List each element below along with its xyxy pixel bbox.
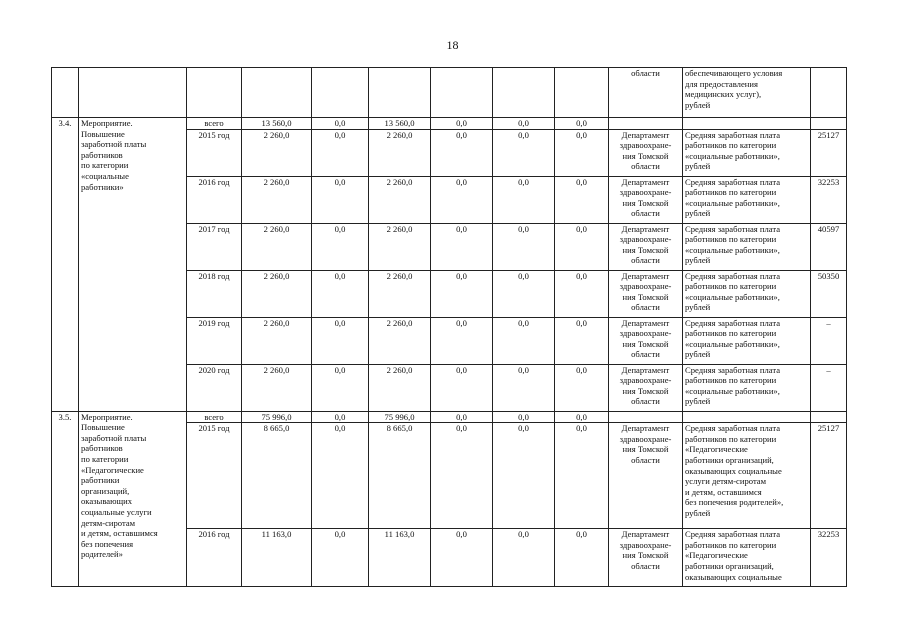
amount-cell: 0,0 xyxy=(312,364,369,411)
table-row-total xyxy=(52,411,847,423)
amount-cell: 2 260,0 xyxy=(369,317,431,364)
period-cell: 2017 год xyxy=(187,223,242,270)
amount-cell: 8 665,0 xyxy=(369,423,431,529)
item-number-cell: 3.5. xyxy=(52,411,79,587)
amount-cell: 0,0 xyxy=(493,317,555,364)
item-name-cell: Мероприятие. Повышение заработной платы работников по категории «социальные работники» xyxy=(79,118,187,412)
data-table xyxy=(51,67,847,587)
amount-cell: 0,0 xyxy=(555,317,609,364)
amount-cell: 0,0 xyxy=(555,411,609,423)
amount-cell: 0,0 xyxy=(555,176,609,223)
amount-cell: 0,0 xyxy=(555,270,609,317)
amount-cell: 8 665,0 xyxy=(242,423,312,529)
amount-cell: 0,0 xyxy=(493,411,555,423)
amount-cell: 75 996,0 xyxy=(369,411,431,423)
value-cell: 50350 xyxy=(811,270,847,317)
amount-cell: 0,0 xyxy=(312,423,369,529)
amount-cell: 0,0 xyxy=(555,529,609,587)
executor-cell xyxy=(609,411,683,423)
executor-cell: Департамент здравоохране- ния Томской области xyxy=(609,223,683,270)
amount-cell: 0,0 xyxy=(431,411,493,423)
period-cell: всего xyxy=(187,118,242,130)
amount-cell: 2 260,0 xyxy=(369,270,431,317)
amount-cell: 13 560,0 xyxy=(369,118,431,130)
amount-cell: 0,0 xyxy=(493,223,555,270)
amount-cell: 0,0 xyxy=(312,129,369,176)
executor-cell: Департамент здравоохране- ния Томской области xyxy=(609,364,683,411)
amount-cell: 0,0 xyxy=(555,223,609,270)
amount-cell: 2 260,0 xyxy=(242,176,312,223)
amount-cell: 0,0 xyxy=(431,118,493,130)
amount-cell: 11 163,0 xyxy=(369,529,431,587)
amount-cell: 0,0 xyxy=(493,129,555,176)
indicator-cell xyxy=(683,118,811,130)
period-cell: 2015 год xyxy=(187,129,242,176)
table-row-continuation xyxy=(52,68,847,118)
period-cell: 2018 год xyxy=(187,270,242,317)
indicator-cell xyxy=(683,411,811,423)
amount-cell: 0,0 xyxy=(555,423,609,529)
item-number-cell: 3.4. xyxy=(52,118,79,412)
indicator-cell: Средняя заработная плата работников по категории «Педагогические работники организаций, оказывающих социальные xyxy=(683,529,811,587)
executor-cell: Департамент здравоохране- ния Томской области xyxy=(609,129,683,176)
period-cell: 2020 год xyxy=(187,364,242,411)
amount-cell: 0,0 xyxy=(312,270,369,317)
period-cell: 2019 год xyxy=(187,317,242,364)
amount-cell: 0,0 xyxy=(431,270,493,317)
table-row-total xyxy=(52,118,847,130)
executor-cell: Департамент здравоохране- ния Томской области xyxy=(609,529,683,587)
amount-cell: 2 260,0 xyxy=(369,176,431,223)
amount-cell: 75 996,0 xyxy=(242,411,312,423)
amount-cell: 2 260,0 xyxy=(242,129,312,176)
amount-cell: 0,0 xyxy=(312,529,369,587)
amount-cell: 0,0 xyxy=(431,423,493,529)
value-cell: 40597 xyxy=(811,223,847,270)
amount-cell: 0,0 xyxy=(493,423,555,529)
value-cell: – xyxy=(811,317,847,364)
indicator-cell: Средняя заработная плата работников по категории «социальные работники», рублей xyxy=(683,129,811,176)
indicator-cell: Средняя заработная плата работников по категории «Педагогические работники организаций, оказывающих социальные услуги детям-сиротам и детям, оставшимся без попечения родителей», рублей xyxy=(683,423,811,529)
page-number: 18 xyxy=(446,38,459,52)
amount-cell: 0,0 xyxy=(431,129,493,176)
amount-cell: 0,0 xyxy=(312,317,369,364)
amount-cell: 0,0 xyxy=(555,364,609,411)
period-cell: всего xyxy=(187,411,242,423)
amount-cell: 2 260,0 xyxy=(242,317,312,364)
executor-cell: Департамент здравоохране- ния Томской области xyxy=(609,423,683,529)
executor-cell xyxy=(609,118,683,130)
amount-cell: 0,0 xyxy=(493,176,555,223)
amount-cell: 2 260,0 xyxy=(242,364,312,411)
amount-cell: 0,0 xyxy=(312,118,369,130)
amount-cell: 0,0 xyxy=(431,364,493,411)
amount-cell: 0,0 xyxy=(431,176,493,223)
amount-cell: 0,0 xyxy=(431,223,493,270)
amount-cell: 13 560,0 xyxy=(242,118,312,130)
executor-cell: Департамент здравоохране- ния Томской области xyxy=(609,317,683,364)
amount-cell: 2 260,0 xyxy=(242,270,312,317)
value-cell: 25127 xyxy=(811,129,847,176)
value-cell xyxy=(811,118,847,130)
indicator-cell: Средняя заработная плата работников по категории «социальные работники», рублей xyxy=(683,270,811,317)
amount-cell: 2 260,0 xyxy=(369,223,431,270)
period-cell: 2015 год xyxy=(187,423,242,529)
amount-cell: 0,0 xyxy=(312,223,369,270)
executor-cell: Департамент здравоохране- ния Томской области xyxy=(609,270,683,317)
amount-cell: 0,0 xyxy=(493,270,555,317)
amount-cell: 0,0 xyxy=(312,411,369,423)
executor-cell: Департамент здравоохране- ния Томской области xyxy=(609,176,683,223)
value-cell: 25127 xyxy=(811,423,847,529)
value-cell: 32253 xyxy=(811,529,847,587)
amount-cell: 0,0 xyxy=(431,529,493,587)
amount-cell: 0,0 xyxy=(555,129,609,176)
value-cell xyxy=(811,411,847,423)
amount-cell: 0,0 xyxy=(431,317,493,364)
period-cell: 2016 год xyxy=(187,529,242,587)
value-cell: – xyxy=(811,364,847,411)
indicator-cell: Средняя заработная плата работников по категории «социальные работники», рублей xyxy=(683,176,811,223)
value-cell: 32253 xyxy=(811,176,847,223)
amount-cell: 0,0 xyxy=(555,118,609,130)
amount-cell: 0,0 xyxy=(493,118,555,130)
indicator-cell: Средняя заработная плата работников по категории «социальные работники», рублей xyxy=(683,317,811,364)
amount-cell: 2 260,0 xyxy=(369,129,431,176)
period-cell: 2016 год xyxy=(187,176,242,223)
amount-cell: 0,0 xyxy=(493,529,555,587)
indicator-cell: Средняя заработная плата работников по категории «социальные работники», рублей xyxy=(683,364,811,411)
amount-cell: 0,0 xyxy=(312,176,369,223)
amount-cell: 2 260,0 xyxy=(242,223,312,270)
amount-cell: 11 163,0 xyxy=(242,529,312,587)
amount-cell: 2 260,0 xyxy=(369,364,431,411)
indicator-cell: обеспечивающего условия для предоставления медицинских услуг), рублей xyxy=(683,68,811,118)
indicator-cell: Средняя заработная плата работников по категории «социальные работники», рублей xyxy=(683,223,811,270)
item-name-cell: Мероприятие. Повышение заработной платы работников по категории «Педагогические работники организаций, оказывающих социальные услуги детям-сиротам и детям, оставшимся без попечения родителей» xyxy=(79,411,187,587)
amount-cell: 0,0 xyxy=(493,364,555,411)
executor-cell: области xyxy=(609,68,683,118)
